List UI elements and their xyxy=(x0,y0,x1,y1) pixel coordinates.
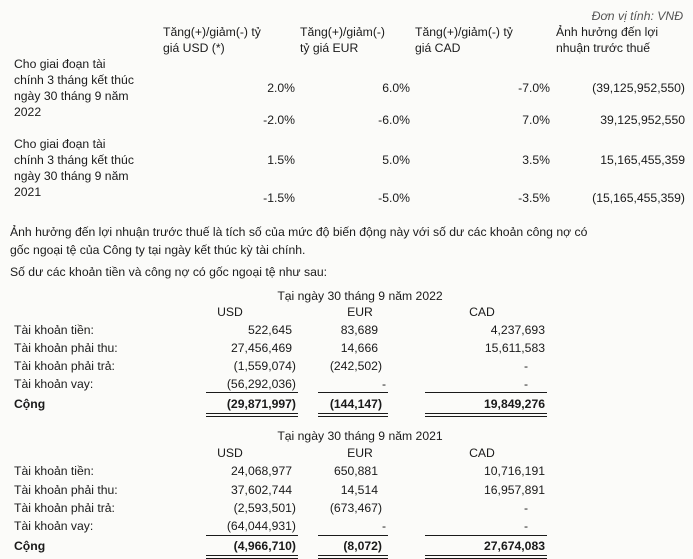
eur-total: (8,072) xyxy=(343,539,382,553)
row-label: Tài khoản vay: xyxy=(14,377,94,391)
header-cad-line1: Tăng(+)/giảm(-) tỷ xyxy=(415,25,513,39)
total-double-rule xyxy=(425,413,547,417)
usd-value: (64,044,931) xyxy=(226,519,296,533)
total-double-rule xyxy=(206,413,298,417)
header-usd-line2: giá USD (*) xyxy=(163,41,225,55)
note-line: gốc ngoại tệ của Công ty tại ngày kết thúc kỳ tài chính. xyxy=(10,243,306,257)
profit-effect: 15,165,455,359 xyxy=(600,153,685,167)
eur-value: - xyxy=(381,377,386,391)
row-label: Tài khoản vay: xyxy=(14,519,94,533)
header-eur-line2: tỷ giá EUR xyxy=(300,41,359,55)
profit-effect: (15,165,455,359) xyxy=(592,191,685,205)
cad-value: 10,716,191 xyxy=(484,464,545,478)
header-eur-line1: Tăng(+)/giảm(-) xyxy=(300,25,385,39)
header-usd-line1: Tăng(+)/giảm(-) tỷ xyxy=(163,25,261,39)
usd-change: 2.0% xyxy=(267,81,295,95)
subtotal-rule xyxy=(425,535,547,536)
usd-total: (4,966,710) xyxy=(233,539,296,553)
unit-note: Đơn vị tính: VNĐ xyxy=(591,9,683,23)
total-double-rule xyxy=(425,555,547,559)
eur-change: -5.0% xyxy=(378,191,410,205)
usd-value: 27,456,469 xyxy=(231,341,292,355)
column-header-usd: USD xyxy=(217,305,243,319)
total-double-rule xyxy=(318,555,388,559)
row-label: Tài khoản phải trả: xyxy=(14,501,115,515)
cad-total: 27,674,083 xyxy=(484,539,545,553)
usd-value: (1,559,074) xyxy=(233,359,296,373)
cad-change: 3.5% xyxy=(522,153,550,167)
row-label: Tài khoản phải trả: xyxy=(14,359,115,373)
column-header-cad: CAD xyxy=(469,305,495,319)
usd-value: (56,292,036) xyxy=(226,377,296,391)
cad-total: 19,849,276 xyxy=(484,397,545,411)
column-header-usd: USD xyxy=(217,446,243,460)
row-label: Tài khoản phải thu: xyxy=(14,341,118,355)
total-label: Cộng xyxy=(14,539,46,553)
subtotal-rule xyxy=(206,392,298,393)
header-cad-line2: giá CAD xyxy=(415,41,461,55)
usd-change: 1.5% xyxy=(267,153,295,167)
column-header-eur: EUR xyxy=(347,446,373,460)
total-double-rule xyxy=(318,413,388,417)
total-label: Cộng xyxy=(14,397,46,411)
subtotal-rule xyxy=(318,392,388,393)
cad-value: 15,611,583 xyxy=(484,341,545,355)
row-label: Tài khoản tiền: xyxy=(14,323,94,337)
usd-total: (29,871,997) xyxy=(226,397,296,411)
period-label-line: 2021 xyxy=(14,185,42,199)
table-title: Tại ngày 30 tháng 9 năm 2021 xyxy=(277,429,443,443)
profit-effect: 39,125,952,550 xyxy=(600,113,685,127)
eur-value: 14,666 xyxy=(340,341,378,355)
cad-value: - xyxy=(523,377,528,391)
usd-value: (2,593,501) xyxy=(233,501,296,515)
note-line: Ảnh hưởng đến lợi nhuận trước thuế là tích số của mức độ biến động này với số dư các khoản công nợ có xyxy=(10,225,588,239)
usd-change: -2.0% xyxy=(263,113,295,127)
eur-value: 83,689 xyxy=(340,323,378,337)
subtotal-rule xyxy=(425,392,547,393)
cad-change: 7.0% xyxy=(522,113,550,127)
row-label: Tài khoản tiền: xyxy=(14,464,94,478)
eur-total: (144,147) xyxy=(329,397,382,411)
eur-change: -6.0% xyxy=(378,113,410,127)
total-double-rule xyxy=(206,555,298,559)
period-label-line: 2022 xyxy=(14,105,42,119)
cad-value: - xyxy=(523,501,528,515)
header-effect-line1: Ảnh hưởng đến lợi xyxy=(556,25,659,39)
eur-value: 14,514 xyxy=(340,483,378,497)
usd-value: 522,645 xyxy=(247,323,292,337)
cad-change: -3.5% xyxy=(518,191,550,205)
cad-value: 16,957,891 xyxy=(484,483,545,497)
row-label: Tài khoản phải thu: xyxy=(14,483,118,497)
balances-intro: Số dư các khoản tiền và công nợ có gốc ngoại tệ như sau: xyxy=(10,265,328,279)
cad-value: - xyxy=(523,519,528,533)
eur-value: - xyxy=(381,519,386,533)
eur-value: (242,502) xyxy=(329,359,382,373)
profit-effect: (39,125,952,550) xyxy=(592,81,685,95)
eur-change: 5.0% xyxy=(382,153,410,167)
column-header-eur: EUR xyxy=(347,305,373,319)
usd-value: 37,602,744 xyxy=(231,483,292,497)
period-label-line: ngày 30 tháng 9 năm xyxy=(14,89,129,103)
period-label-line: ngày 30 tháng 9 năm xyxy=(14,169,129,183)
cad-change: -7.0% xyxy=(518,81,550,95)
period-label-line: Cho giai đoạn tài xyxy=(14,137,106,151)
eur-change: 6.0% xyxy=(382,81,410,95)
subtotal-rule xyxy=(206,535,298,536)
usd-change: -1.5% xyxy=(263,191,295,205)
eur-value: (673,467) xyxy=(329,501,382,515)
table-title: Tại ngày 30 tháng 9 năm 2022 xyxy=(277,289,443,303)
subtotal-rule xyxy=(318,535,388,536)
usd-value: 24,068,977 xyxy=(231,464,292,478)
header-effect-line2: nhuận trước thuế xyxy=(556,41,651,55)
cad-value: 4,237,693 xyxy=(490,323,545,337)
eur-value: 650,881 xyxy=(333,464,378,478)
period-label-line: chính 3 tháng kết thúc xyxy=(14,73,134,87)
column-header-cad: CAD xyxy=(469,446,495,460)
cad-value: - xyxy=(523,359,528,373)
period-label-line: Cho giai đoạn tài xyxy=(14,57,106,71)
period-label-line: chính 3 tháng kết thúc xyxy=(14,153,134,167)
